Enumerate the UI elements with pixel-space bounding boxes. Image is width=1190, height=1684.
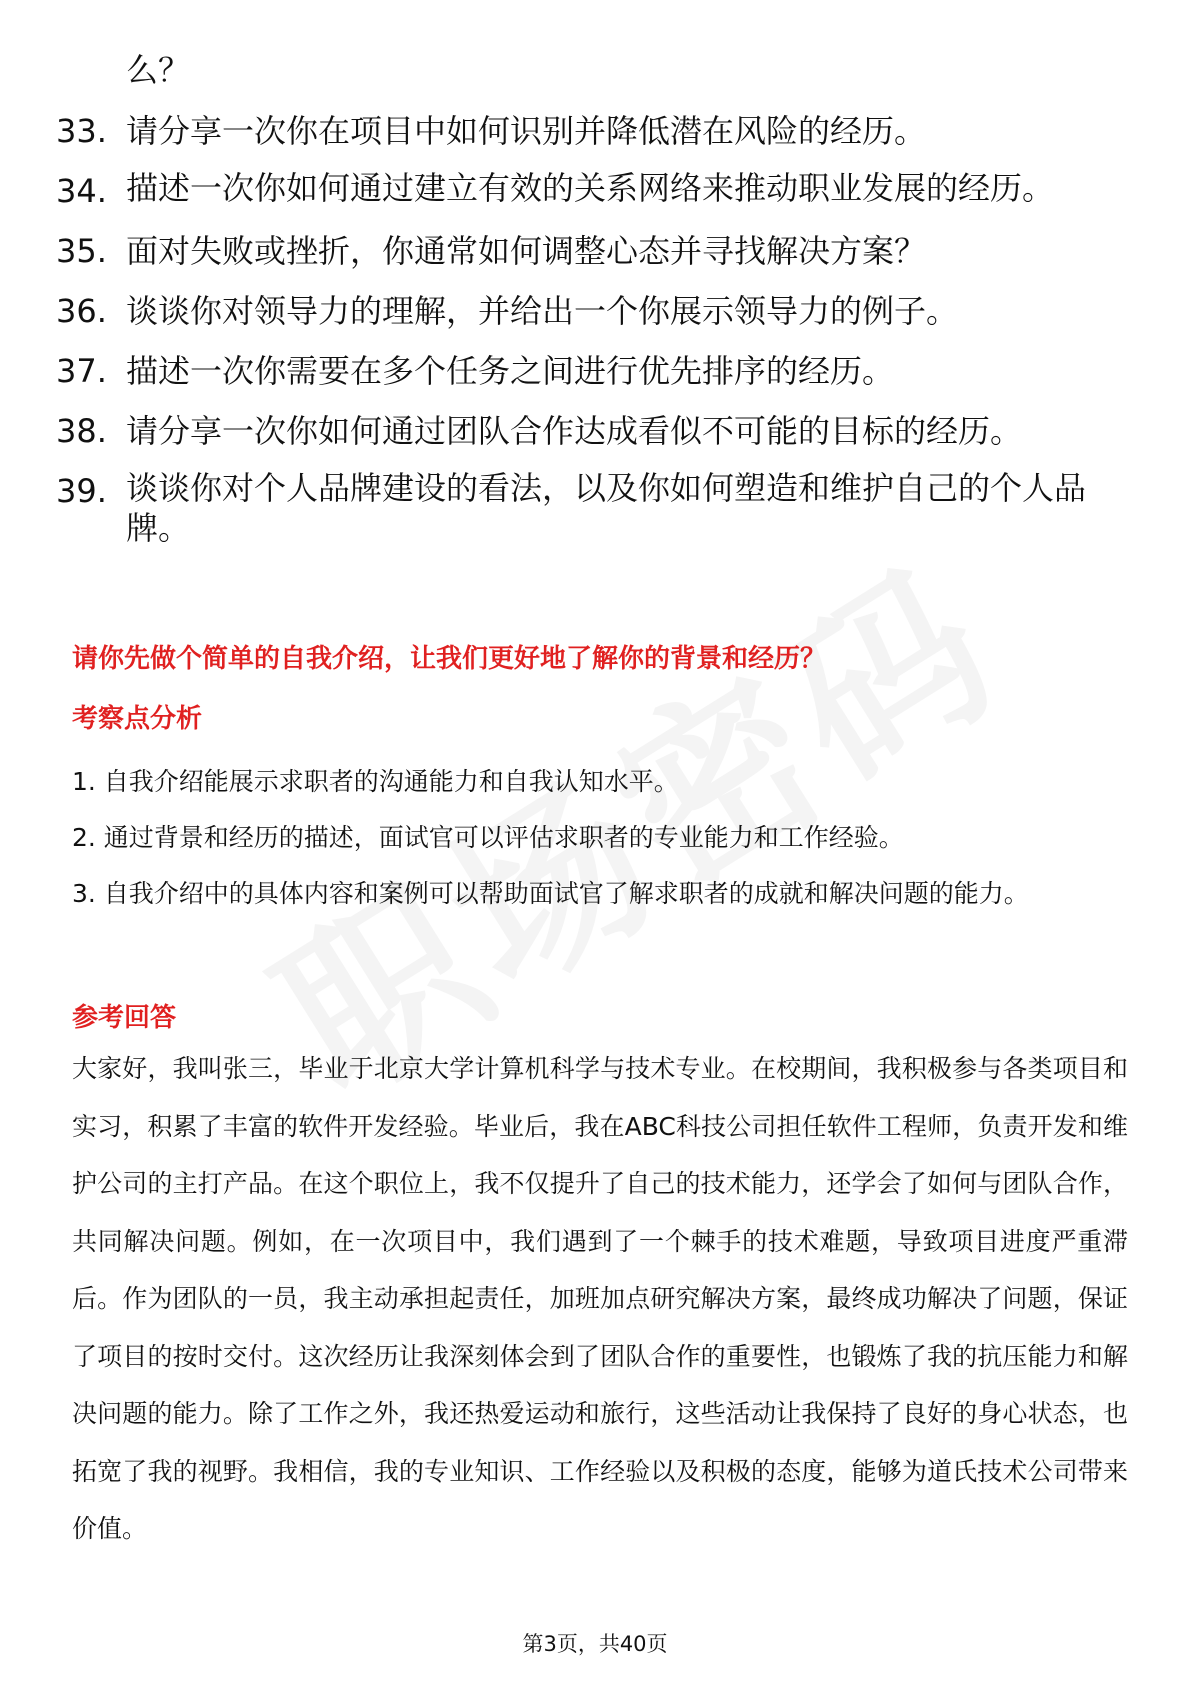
question-text: 请分享一次你在项目中如何识别并降低潜在风险的经历。 xyxy=(126,112,927,150)
question-text: 面对失败或挫折，你通常如何调整心态并寻找解决方案？ xyxy=(126,232,927,270)
question-list xyxy=(56,48,1136,562)
answer-heading: 参考回答 xyxy=(72,1003,177,1033)
question-text: 谈谈你对领导力的理解，并给出一个你展示领导力的例子。 xyxy=(126,292,959,330)
analysis-heading: 考察点分析 xyxy=(72,704,203,734)
question-number: 34. xyxy=(56,172,107,210)
question-item-37 xyxy=(56,348,1136,394)
question-number: 37. xyxy=(56,352,107,390)
question-text: 谈谈你对个人品牌建设的看法，以及你如何塑造和维护自己的个人品牌。 xyxy=(126,469,1087,547)
analysis-point-3: 3. 自我介绍中的具体内容和案例可以帮助面试官了解求职者的成就和解决问题的能力。 xyxy=(72,879,1029,908)
question-text: 请分享一次你如何通过团队合作达成看似不可能的目标的经历。 xyxy=(126,412,1023,450)
main-question: 请你先做个简单的自我介绍，让我们更好地了解你的背景和经历？ xyxy=(72,644,827,674)
question-number: 36. xyxy=(56,292,107,330)
answer-text: 大家好，我叫张三，毕业于北京大学计算机科学与技术专业。在校期间，我积极参与各类项目和实习，积累了丰富的软件开发经验。毕业后，我在ABC科技公司担任软件工程师，负责开发和维护公司的主打产品。在这个职位上，我不仅提升了自己的技术能力，还学会了如何与团队合作，共同解决问题。例如，在一次项目中，我们遇到了一个棘手的技术难题，导致项目进度严重滞后。作为团队的一员，我主动承担起责任，加班加点研究解决方案，最终成功解决了问题，保证了项目的按时交付。这次经历让我深刻体会到了团队合作的重要性，也锻炼了我的抗压能力和解决问题的能力。除了工作之外，我还热爱运动和旅行，这些活动让我保持了良好的身心状态，也拓宽了我的视野。我相信，我的专业知识、工作经验以及积极的态度，能够为道氏技术公司带来价值。 xyxy=(72,1054,1128,1543)
question-item-33 xyxy=(56,108,1136,154)
analysis-points xyxy=(72,754,1128,922)
question-item-34 xyxy=(56,168,1136,214)
analysis-point-1: 1. 自我介绍能展示求职者的沟通能力和自我认知水平。 xyxy=(72,767,679,796)
page-number: 第3页，共40页 xyxy=(522,1632,668,1656)
question-number: 35. xyxy=(56,232,107,270)
question-item-39 xyxy=(56,468,1136,548)
question-item-38 xyxy=(56,408,1136,454)
analysis-point-2: 2. 通过背景和经历的描述，面试官可以评估求职者的专业能力和工作经验。 xyxy=(72,823,904,852)
question-continuation: 么？ xyxy=(126,51,191,89)
question-number: 39. xyxy=(56,472,107,510)
question-number: 38. xyxy=(56,412,107,450)
question-text: 描述一次你如何通过建立有效的关系网络来推动职业发展的经历。 xyxy=(126,169,1055,207)
question-number: 33. xyxy=(56,112,107,150)
question-item-35 xyxy=(56,228,1136,274)
question-text: 描述一次你需要在多个任务之间进行优先排序的经历。 xyxy=(126,352,895,390)
question-item-36 xyxy=(56,288,1136,334)
